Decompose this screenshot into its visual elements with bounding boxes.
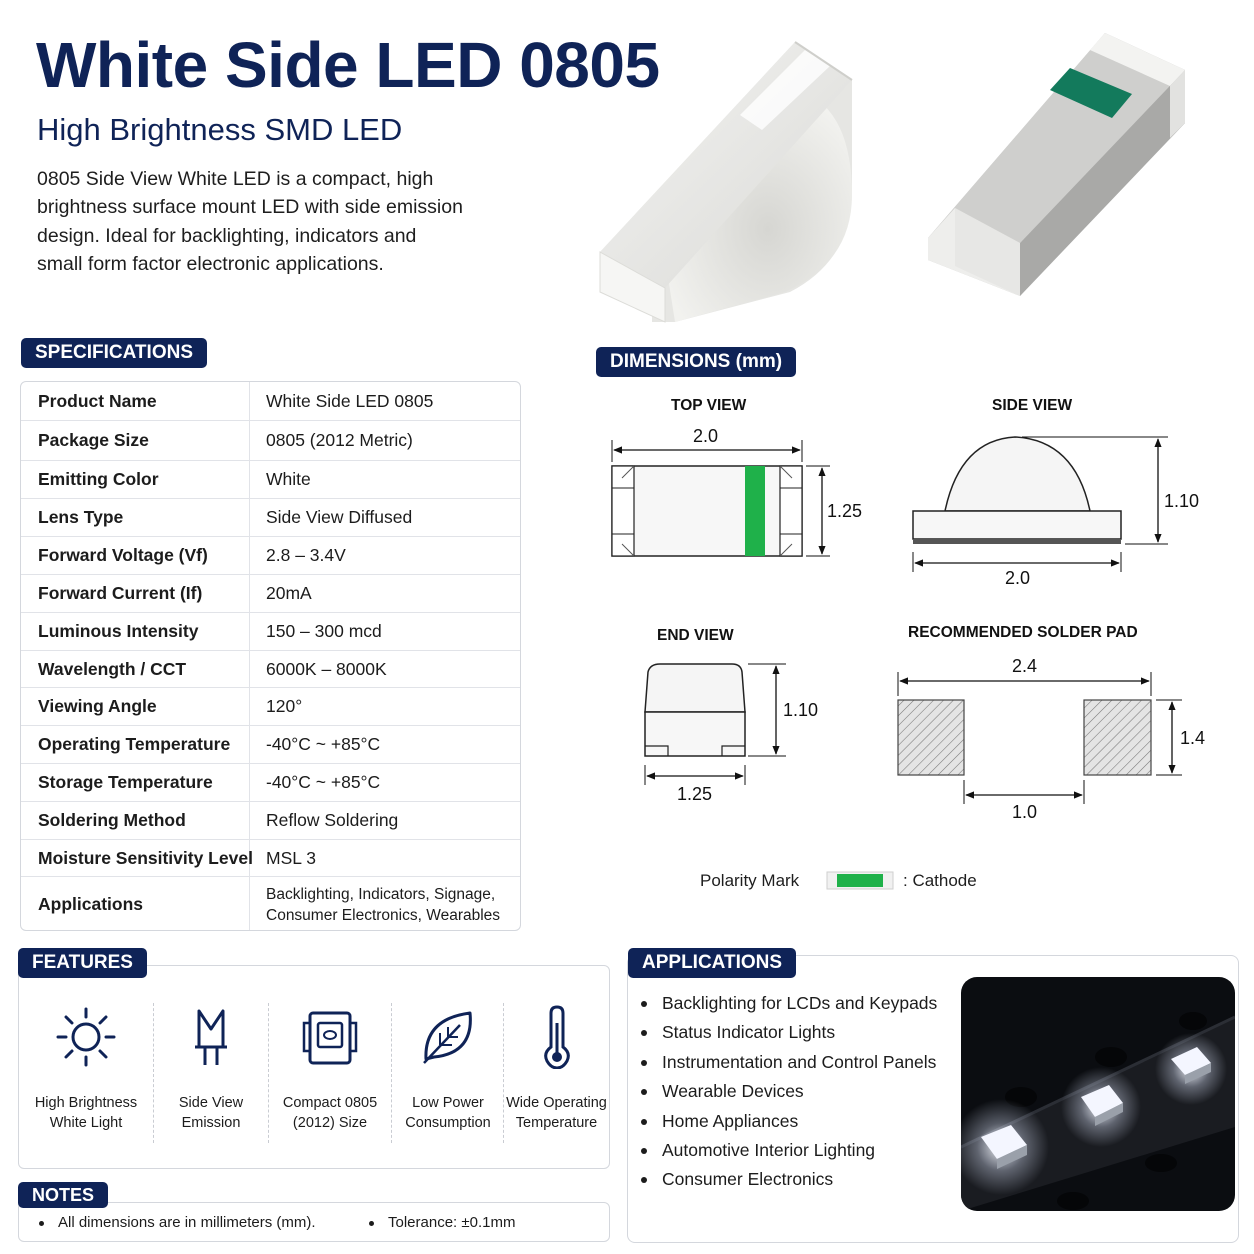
feature-label: White Light xyxy=(49,1115,123,1131)
applications-list xyxy=(640,989,937,1195)
spec-label: Forward Current (If) xyxy=(38,583,203,603)
feature-item xyxy=(503,1005,610,1133)
feature-divider xyxy=(153,1003,154,1143)
end-view-label: END VIEW xyxy=(657,627,734,644)
feature-label: Wide Operating xyxy=(506,1095,607,1111)
note-item: Tolerance: ±0.1mm xyxy=(388,1214,516,1231)
notes-heading: NOTES xyxy=(18,1182,108,1208)
led-icon xyxy=(179,1005,243,1069)
specifications-table xyxy=(20,381,521,931)
spec-value xyxy=(266,877,500,931)
table-row xyxy=(21,840,520,877)
solder-pad-height: 1.4 xyxy=(1180,728,1206,748)
solder-pad-gap: 1.0 xyxy=(1012,802,1038,822)
spec-label: Lens Type xyxy=(38,507,124,527)
list-item: Status Indicator Lights xyxy=(640,1018,937,1047)
thermometer-icon xyxy=(525,1005,589,1069)
end-view-drawing xyxy=(645,664,786,785)
intro-line: 0805 Side View White LED is a compact, high xyxy=(37,168,434,190)
list-item: Automotive Interior Lighting xyxy=(640,1136,937,1165)
chip-icon xyxy=(298,1005,362,1069)
table-row xyxy=(21,537,520,575)
feature-label: (2012) Size xyxy=(292,1115,368,1131)
feature-label: Temperature xyxy=(515,1115,598,1131)
list-item: Wearable Devices xyxy=(640,1077,937,1106)
spec-label: Soldering Method xyxy=(38,810,186,830)
spec-label: Applications xyxy=(38,894,144,914)
spec-label: Forward Voltage (Vf) xyxy=(38,545,208,565)
applications-heading: APPLICATIONS xyxy=(628,948,796,978)
polarity-label: Polarity Mark xyxy=(700,871,800,890)
features-heading: FEATURES xyxy=(18,948,147,978)
table-row xyxy=(21,575,520,613)
table-row xyxy=(21,613,520,651)
table-row xyxy=(21,499,520,537)
side-view-label: SIDE VIEW xyxy=(992,397,1073,414)
spec-label: Product Name xyxy=(38,390,157,411)
led-strip-photo xyxy=(961,977,1235,1211)
side-view-length: 2.0 xyxy=(1005,568,1031,588)
end-view-width: 1.25 xyxy=(677,784,713,804)
spec-value: White xyxy=(266,469,311,489)
list-item: Backlighting for LCDs and Keypads xyxy=(640,989,937,1018)
table-row xyxy=(21,461,520,499)
list-item: Home Appliances xyxy=(640,1107,937,1136)
spec-value: MSL 3 xyxy=(266,847,316,868)
feature-label: Side View xyxy=(178,1095,244,1111)
feature-divider xyxy=(391,1003,392,1143)
top-view-label: TOP VIEW xyxy=(671,397,747,414)
spec-label: Luminous Intensity xyxy=(38,621,199,641)
polarity-swatch xyxy=(837,874,883,887)
table-row xyxy=(21,651,520,688)
spec-value: 20mA xyxy=(266,583,312,603)
sun-icon xyxy=(54,1005,118,1069)
spec-value: 6000K – 8000K xyxy=(266,658,387,679)
spec-value: 150 – 300 mcd xyxy=(266,621,382,641)
page-subtitle: High Brightness SMD LED xyxy=(37,112,403,147)
side-view-height: 1.10 xyxy=(1164,491,1200,511)
cathode-mark xyxy=(745,466,765,556)
table-row xyxy=(21,764,520,802)
end-view-height: 1.10 xyxy=(783,700,819,720)
leaf-icon xyxy=(416,1005,480,1069)
spec-value: 0805 (2012 Metric) xyxy=(266,430,413,450)
spec-value: White Side LED 0805 xyxy=(266,390,434,411)
feature-label: Consumption xyxy=(405,1115,491,1131)
polarity-swatch-frame xyxy=(827,872,893,889)
feature-item xyxy=(156,1005,266,1133)
list-item: Instrumentation and Control Panels xyxy=(640,1048,937,1077)
dimensions-heading: DIMENSIONS (mm) xyxy=(596,347,796,377)
side-view-drawing xyxy=(913,437,1168,572)
table-row xyxy=(21,726,520,764)
spec-value: 2.8 – 3.4V xyxy=(266,545,346,565)
spec-value-line: Backlighting, Indicators, Signage, xyxy=(266,885,496,903)
top-view-length: 2.0 xyxy=(693,426,719,446)
feature-label: High Brightness xyxy=(34,1095,138,1111)
spec-value: -40°C ~ +85°C xyxy=(266,734,381,754)
note-item: All dimensions are in millimeters (mm). xyxy=(58,1214,316,1231)
feature-item xyxy=(22,1005,150,1133)
page-title: White Side LED 0805 xyxy=(36,29,660,101)
spec-label: Emitting Color xyxy=(38,469,159,489)
table-row xyxy=(21,802,520,840)
spec-label: Storage Temperature xyxy=(38,772,213,792)
feature-label: Compact 0805 xyxy=(282,1095,378,1111)
spec-label: Moisture Sensitivity Level xyxy=(38,847,253,868)
spec-label: Operating Temperature xyxy=(38,734,231,754)
list-item: Consumer Electronics xyxy=(640,1165,937,1194)
spec-label: Wavelength / CCT xyxy=(38,658,187,679)
spec-value: -40°C ~ +85°C xyxy=(266,772,381,792)
intro-line: brightness surface mount LED with side emission xyxy=(37,196,463,219)
top-view-drawing xyxy=(612,440,830,556)
table-row xyxy=(21,688,520,726)
specifications-heading: SPECIFICATIONS xyxy=(21,338,207,368)
feature-divider xyxy=(268,1003,269,1143)
spec-value: 120° xyxy=(266,696,303,716)
intro-line: small form factor electronic applications. xyxy=(37,253,384,276)
solder-pad-drawing xyxy=(898,672,1182,804)
feature-item xyxy=(395,1005,501,1133)
spec-label: Package Size xyxy=(38,430,149,450)
table-row xyxy=(21,382,520,421)
spec-value: Reflow Soldering xyxy=(266,810,399,830)
feature-item xyxy=(272,1005,388,1133)
feature-label: Emission xyxy=(181,1115,241,1131)
intro-line: design. Ideal for backlighting, indicators and xyxy=(37,224,417,247)
top-view-width: 1.25 xyxy=(827,501,863,521)
table-row xyxy=(21,877,520,931)
led-front-render xyxy=(590,30,880,330)
spec-value: Side View Diffused xyxy=(266,507,413,527)
intro-paragraph xyxy=(37,165,507,279)
spec-label: Viewing Angle xyxy=(38,696,157,716)
spec-value-line: Consumer Electronics, Wearables xyxy=(266,906,501,924)
feature-label: Low Power xyxy=(412,1095,484,1111)
solder-pad-label: RECOMMENDED SOLDER PAD xyxy=(908,624,1138,641)
table-row xyxy=(21,421,520,461)
led-back-render xyxy=(920,28,1195,300)
polarity-meaning: : Cathode xyxy=(903,871,977,890)
solder-pad-overall: 2.4 xyxy=(1012,656,1038,676)
